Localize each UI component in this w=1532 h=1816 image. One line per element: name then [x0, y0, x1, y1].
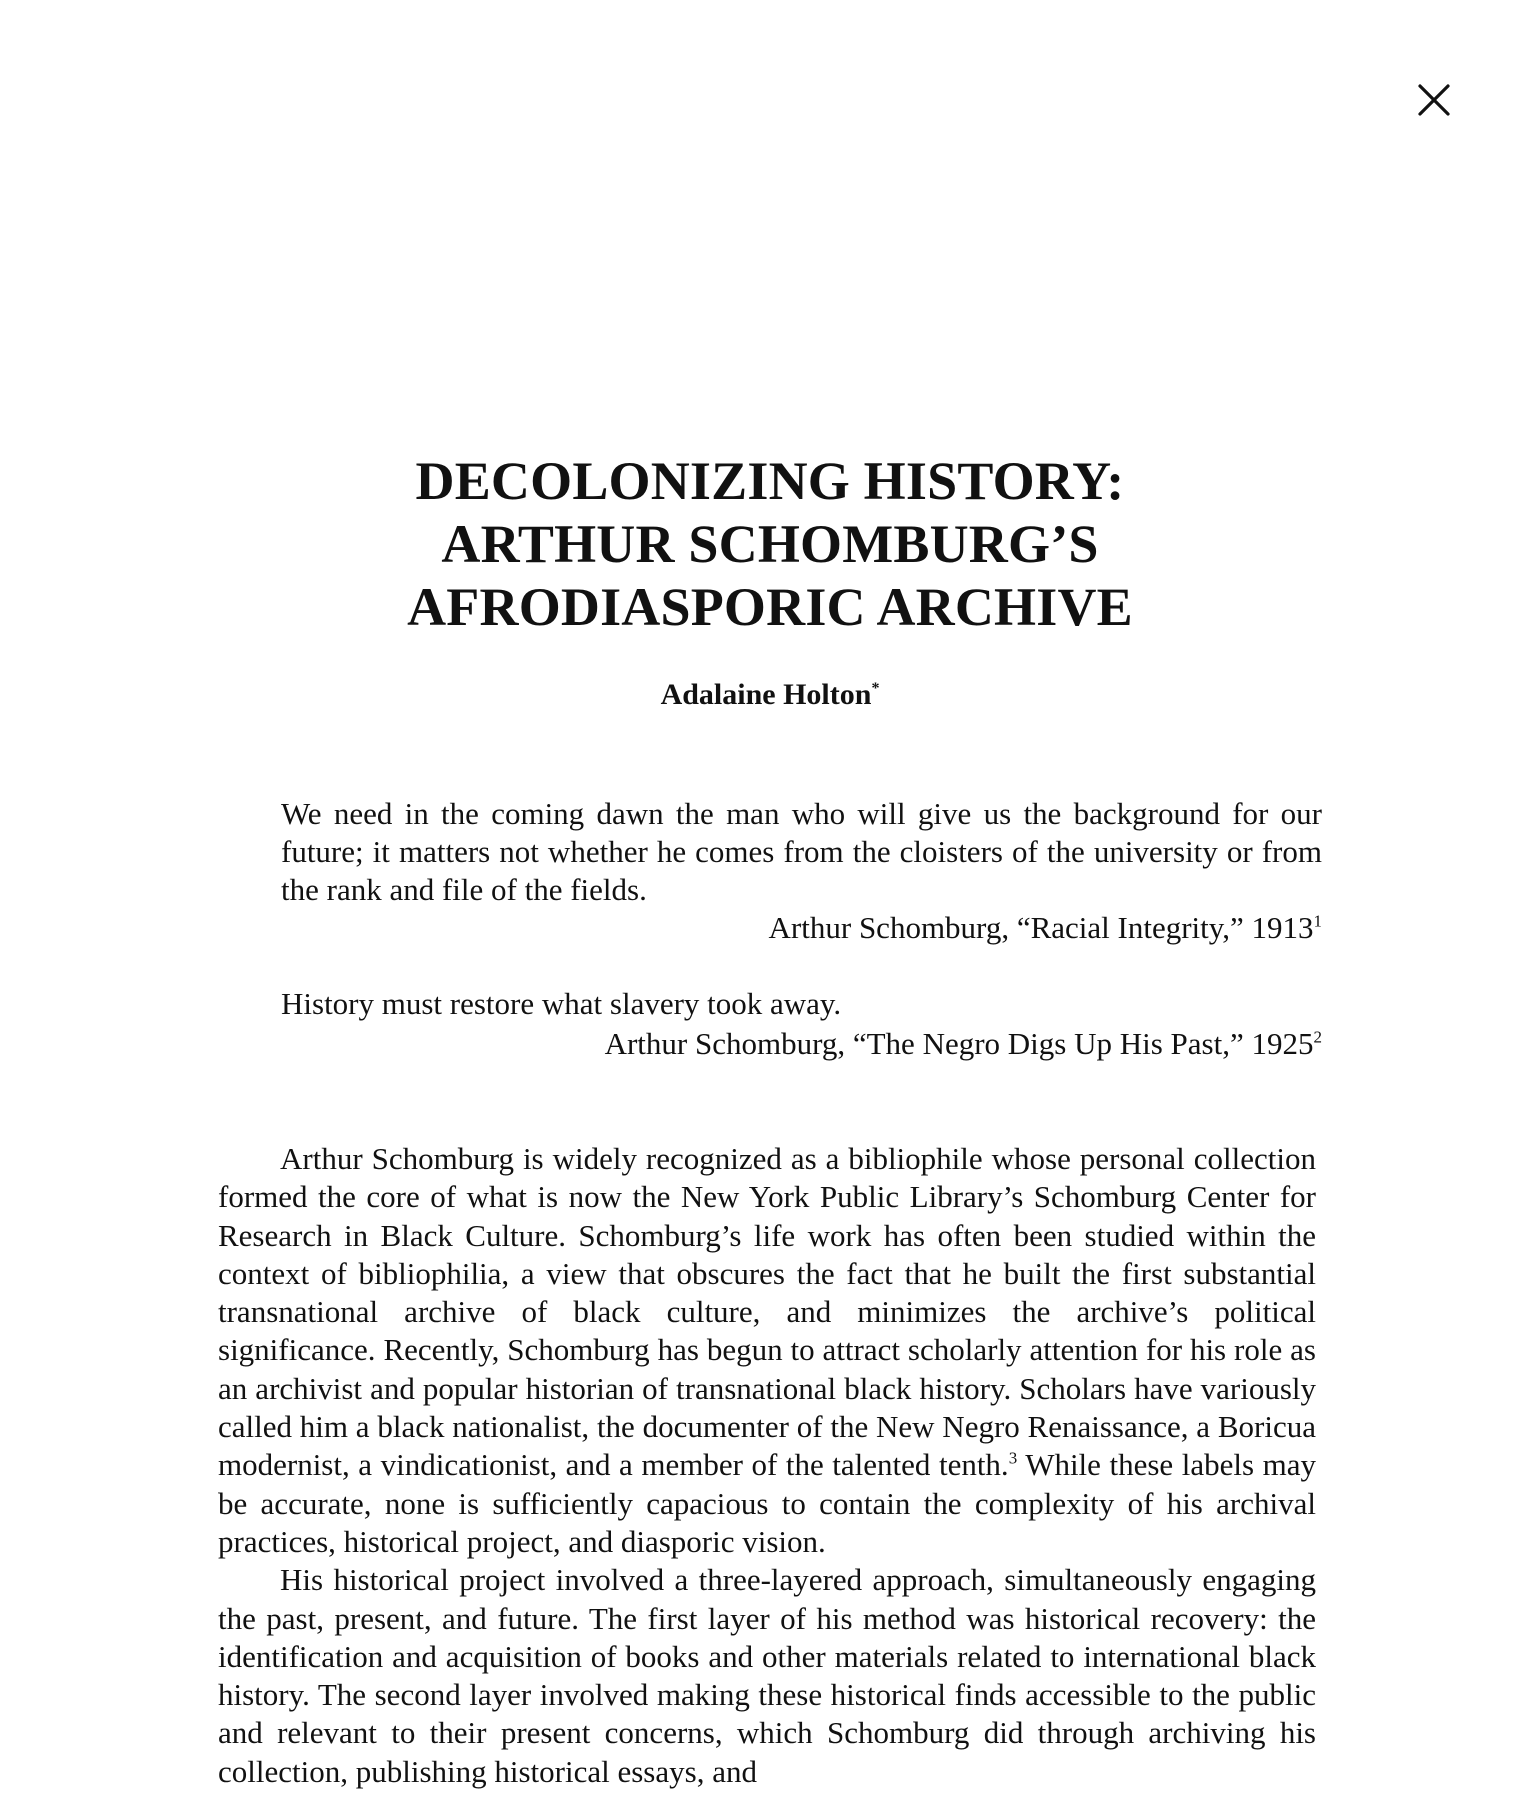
epigraph-attribution — [281, 909, 1322, 947]
attribution-text: Arthur Schomburg, “Racial Integrity,” 1913 — [768, 910, 1314, 945]
author-footnote-mark: * — [871, 680, 880, 697]
title-line: DECOLONIZING HISTORY: — [415, 451, 1125, 511]
epigraph-attribution — [281, 1025, 1322, 1063]
paragraph-text: Arthur Schomburg is widely recognized as a bibliophile whose personal collection formed the core of what is now the New York Public Library’s Schomburg Center for Research in Black Culture. Schomburg’s life work has often been studied within the context of bibliophilia, a view that obscures the fact that he built the first substantial transnational archive of black culture, and minimizes the archive’s political significance. Recently, Schomburg has begun to attract scholarly attention for his role as an archivist and popular historian of transnational black history. Scholars have variously called him a black nationalist, the documenter of the New Negro Renaissance, a Boricua modernist, a vindicationist, and a member of the talented tenth. — [218, 1141, 1316, 1483]
epigraph — [281, 985, 1322, 1063]
epigraph-quote: We need in the coming dawn the man who will give us the background for our future; it matters not whether he comes from the cloisters of the university or from the rank and file of the fields. — [281, 796, 1322, 907]
epigraph-quote: History must restore what slavery took away. — [281, 986, 842, 1021]
document-title — [300, 450, 1240, 639]
paragraph: His historical project involved a three-layered approach, simultaneously engaging the past, present, and future. The first layer of his method was historical recovery: the identification and acquisition of books and other materials related to international black history. The second layer involved making these historical finds accessible to the public and relevant to their present concerns, which Schomburg did through archiving his collection, publishing historical essays, and — [218, 1562, 1316, 1789]
epigraph — [281, 795, 1322, 947]
footnote-ref[interactable]: 1 — [1313, 911, 1322, 931]
footnote-ref[interactable]: 3 — [1008, 1449, 1018, 1469]
attribution-text: Arthur Schomburg, “The Negro Digs Up His Past,” 1925 — [604, 1026, 1314, 1061]
footnote-ref[interactable]: 2 — [1313, 1027, 1322, 1047]
author-byline — [500, 675, 1040, 715]
title-line: ARTHUR SCHOMBURG’S — [441, 514, 1099, 574]
paragraph — [218, 1140, 1316, 1561]
body-text — [218, 1140, 1316, 1791]
paragraph-text: While these labels may be accurate, none is sufficiently capacious to contain the complexity of his archival practices, historical project, and diasporic vision. — [218, 1447, 1316, 1559]
title-line: AFRODIASPORIC ARCHIVE — [407, 577, 1133, 637]
author-name: Adalaine Holton — [660, 678, 872, 711]
